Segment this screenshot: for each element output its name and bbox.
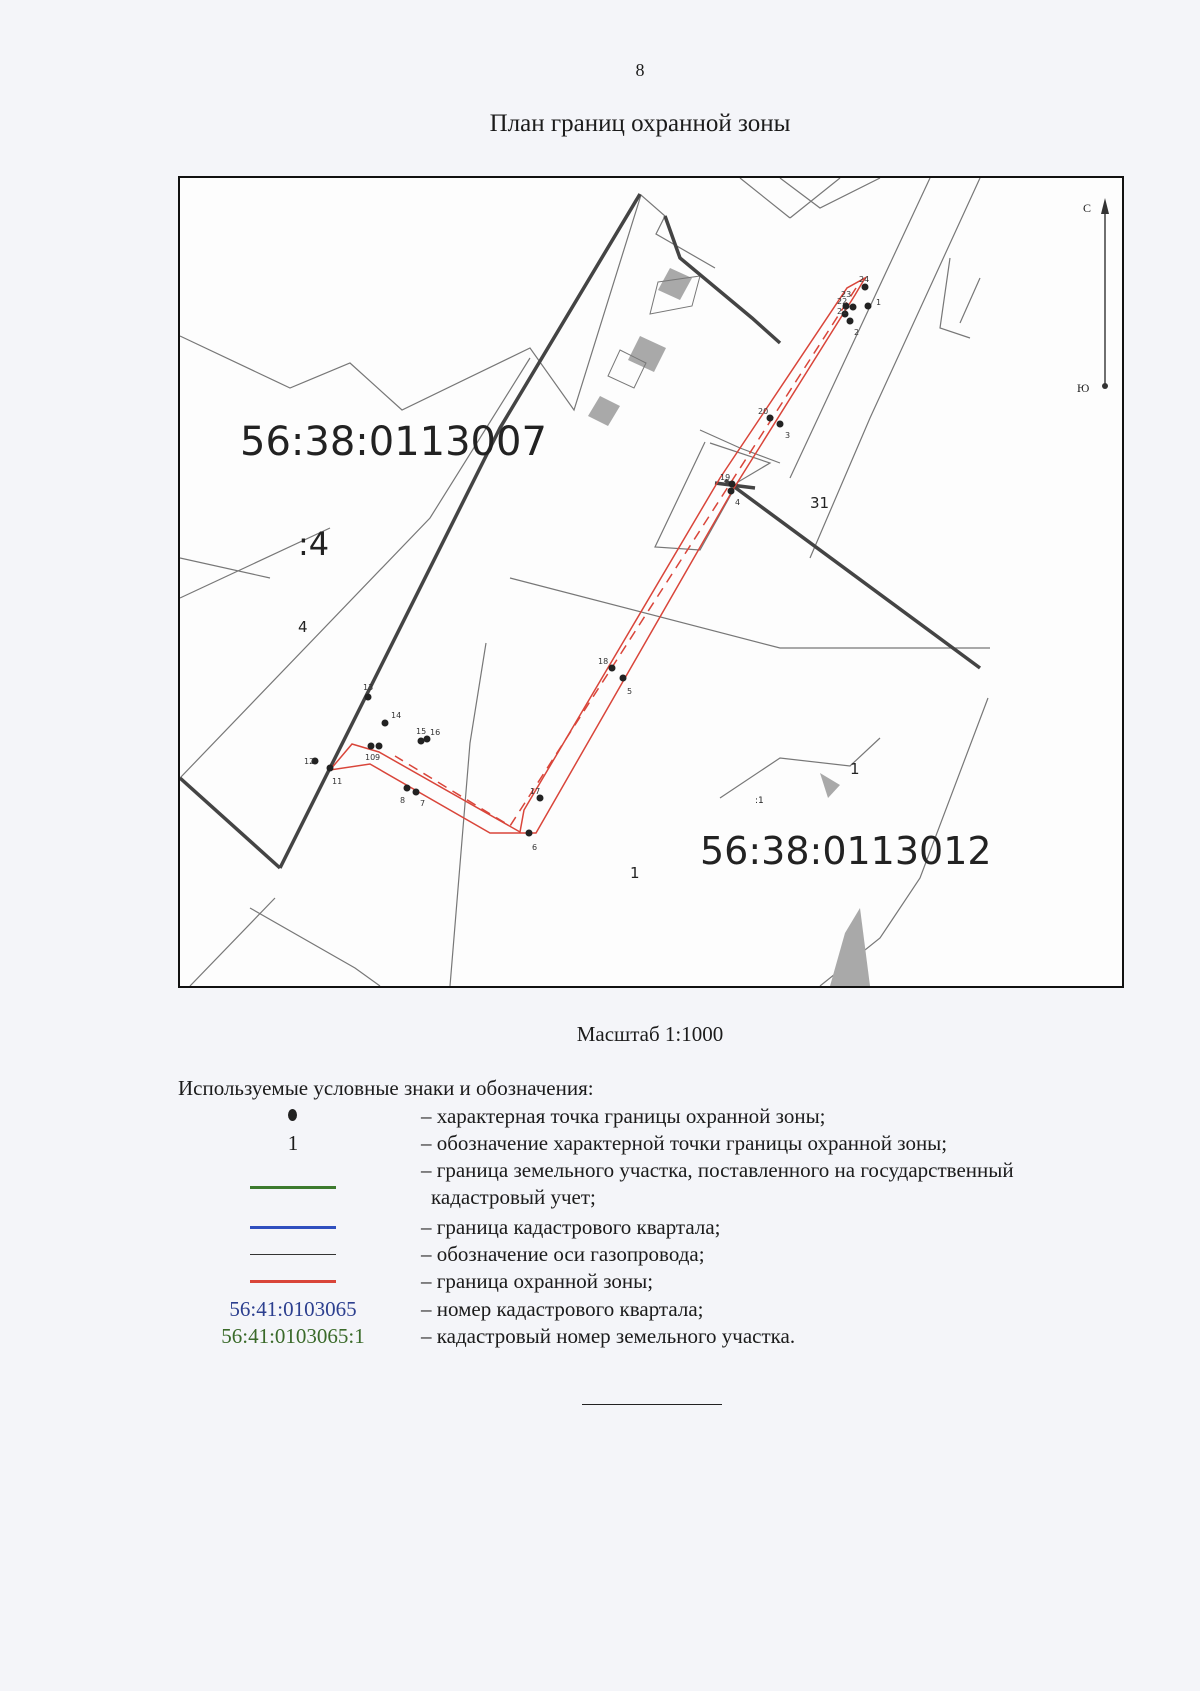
page-number: 8 [635, 60, 645, 80]
point-number: 24 [859, 275, 870, 284]
quarter-label: 56:38:0113007 [240, 419, 547, 465]
legend-item [178, 1130, 1118, 1158]
point-number: 11 [332, 777, 343, 786]
point-number: 13 [363, 683, 374, 692]
boundary-points [312, 284, 872, 837]
gas-pipeline-axis [395, 288, 856, 826]
map-scale: Масштаб 1:1000 [576, 1022, 724, 1046]
legend-desc: – граница земельного участка, поставленного на государственный [421, 1158, 1014, 1182]
north-label: С [1083, 201, 1092, 215]
legend-item [178, 1214, 1118, 1242]
quarter-label: 56:38:0113012 [700, 829, 992, 873]
legend-symbol-text: 1 [287, 1131, 299, 1155]
legend-item [178, 1103, 1118, 1131]
protection-zone-line-icon [250, 1280, 336, 1283]
point-number: 20 [758, 407, 769, 416]
point-number: 3 [785, 431, 791, 440]
legend-item [178, 1268, 1118, 1296]
point-number: 4 [735, 498, 741, 507]
point-number: 6 [532, 843, 538, 852]
legend-heading: Используемые условные знаки и обозначения: [178, 1076, 594, 1100]
parcel-label: 1 [630, 864, 640, 882]
legend-desc: – номер кадастрового квартала; [421, 1297, 704, 1321]
point-dot-icon [288, 1109, 297, 1121]
point-number: 16 [430, 728, 441, 737]
point-number: 19 [720, 473, 731, 482]
quarter-boundary-line-icon [250, 1226, 336, 1229]
legend-desc: – граница охранной зоны; [421, 1269, 654, 1293]
point-number: 10 [365, 753, 376, 762]
pipeline-axis-line-icon [250, 1254, 336, 1255]
parcel-boundary-line-icon [250, 1186, 336, 1189]
point-number: 12 [304, 757, 315, 766]
legend-item [178, 1323, 1118, 1351]
legend-desc: – обозначение характерной точки границы охранной зоны; [421, 1131, 948, 1155]
legend-item [178, 1241, 1118, 1269]
protection-zone-map [180, 178, 1122, 986]
legend-item [178, 1296, 1118, 1324]
point-number: 23 [841, 290, 852, 299]
point-number: 14 [391, 711, 402, 720]
parcel-label: 1 [850, 760, 860, 778]
legend-desc: – граница кадастрового квартала; [421, 1215, 721, 1239]
point-number: 7 [420, 799, 426, 808]
parcel-label: 31 [810, 494, 830, 512]
north-arrow [1077, 198, 1109, 395]
point-number: 15 [416, 727, 427, 736]
map-frame [178, 176, 1124, 988]
parcel-label: 4 [298, 618, 308, 636]
legend-desc: – кадастровый номер земельного участка. [421, 1324, 796, 1348]
point-number: 22 [837, 297, 848, 306]
parcel-number-sample: 56:41:0103065:1 [221, 1324, 365, 1348]
legend-desc-continued: кадастровый учет; [431, 1185, 596, 1209]
point-number: 1 [876, 298, 882, 307]
point-number: 9 [375, 753, 381, 762]
point-number: 17 [530, 787, 541, 796]
plan-title: План границ охранной зоны [489, 110, 791, 137]
point-number: 5 [627, 687, 633, 696]
parcel-label: :4 [298, 525, 330, 563]
south-label: Ю [1077, 381, 1090, 395]
parcel-label: :1 [755, 796, 764, 806]
end-rule [582, 1404, 722, 1405]
legend-item [178, 1157, 1118, 1213]
point-number: 2 [854, 328, 860, 337]
point-number: 18 [598, 657, 609, 666]
legend-desc: – характерная точка границы охранной зоны; [421, 1104, 826, 1128]
point-number: 8 [400, 796, 406, 805]
quarter-number-sample: 56:41:0103065 [229, 1297, 357, 1321]
point-number: 21 [837, 307, 848, 316]
protection-zone-boundary [330, 278, 865, 833]
map-labels [240, 419, 992, 882]
legend-desc: – обозначение оси газопровода; [421, 1242, 705, 1266]
point-numbers [304, 275, 881, 852]
